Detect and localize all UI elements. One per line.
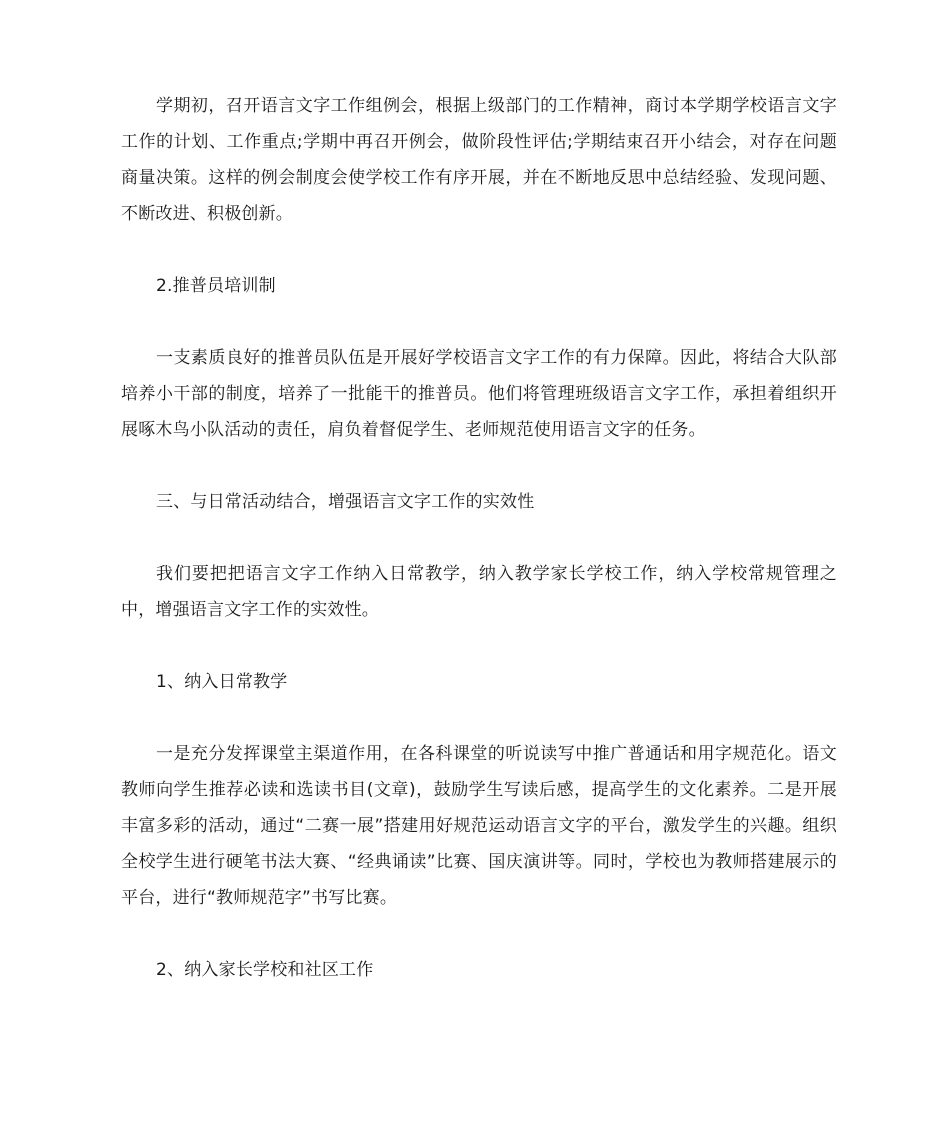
paragraph-classroom-activities: 一是充分发挥课堂主渠道作用，在各科课堂的听说读写中推广普通话和用字规范化。语文教师向学生推荐必读和选读书目(文章)，鼓励学生写读后感，提高学生的文化素养。二是开展丰富多彩的活动，通过“二赛一展”搭建用好规范运动语言文字的平台，激发学生的兴趣。组织全校学生进行硬笔书法大赛、“经典诵读”比赛、国庆演讲等。同时，学校也为教师搭建展示的平台，进行“教师规范字”书写比赛。 bbox=[121, 744, 837, 908]
heading-daily-teaching: 1、纳入日常教学 bbox=[156, 672, 288, 692]
document-page bbox=[121, 88, 837, 988]
paragraph-promoter-team: 一支素质良好的推普员队伍是开展好学校语言文字工作的有力保障。因此，将结合大队部培养小干部的制度，培养了一批能干的推普员。他们将管理班级语言文字工作，承担着组织开展啄木鸟小队活动的责任，肩负着督促学生、老师规范使用语言文字的任务。 bbox=[121, 348, 837, 440]
heading-parent-school-community: 2、纳入家长学校和社区工作 bbox=[156, 960, 374, 980]
paragraph-meeting-system: 学期初，召开语言文字工作组例会，根据上级部门的工作精神，商讨本学期学校语言文字工作的计划、工作重点;学期中再召开例会，做阶段性评估;学期结束召开小结会，对存在问题商量决策。这样的例会制度会使学校工作有序开展，并在不断地反思中总结经验、发现问题、不断改进、积极创新。 bbox=[121, 96, 837, 224]
paragraph-daily-integration: 我们要把把语言文字工作纳入日常教学，纳入教学家长学校工作，纳入学校常规管理之中，增强语言文字工作的实效性。 bbox=[121, 564, 837, 620]
heading-promoter-training: 2.推普员培训制 bbox=[156, 276, 276, 296]
heading-section-three: 三、与日常活动结合，增强语言文字工作的实效性 bbox=[156, 492, 535, 512]
